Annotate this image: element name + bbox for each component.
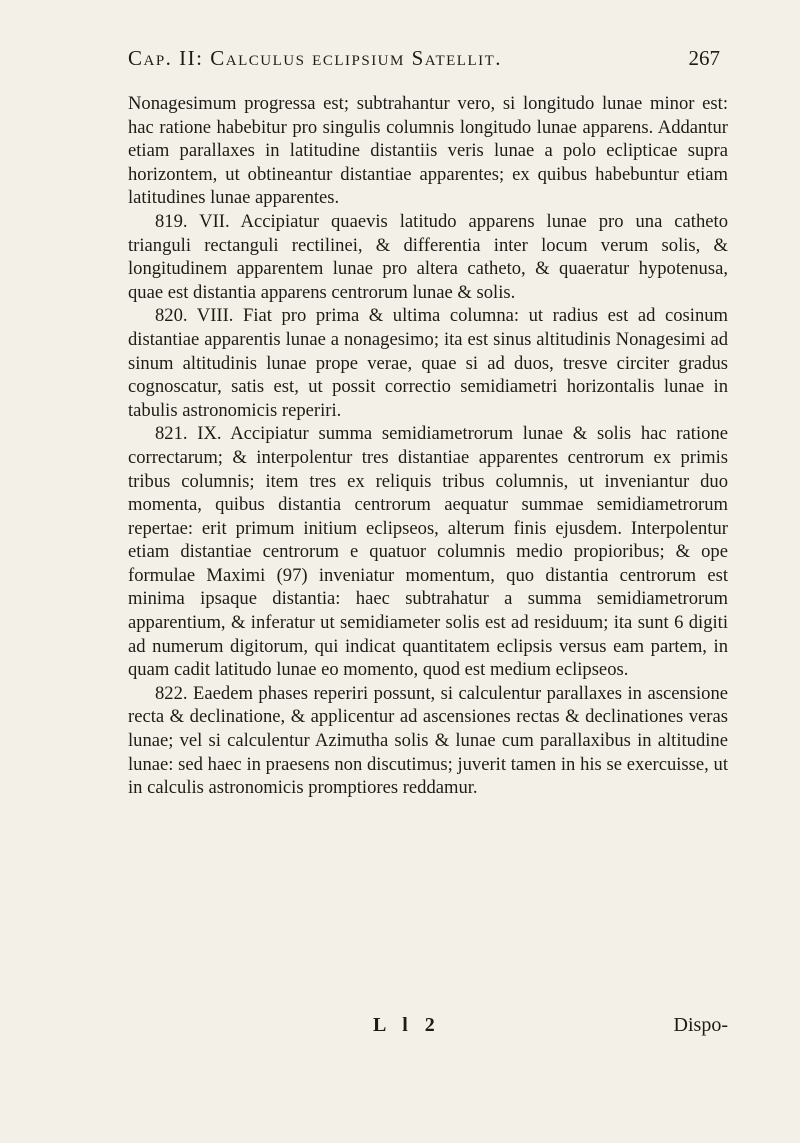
main-text [128,92,728,800]
page-number: 267 [688,46,720,70]
paragraph-818-continued: Nonagesimum progressa est; subtrahantur vero, si longitudo lunae minor est: hac ratione habebitur pro singulis columnis longitudo lunae apparens. Addantur etiam parallaxes in latitudine distantiis veris lunae a polo eclipticae supra horizontem, ut obtineantur distantiae apparentes; ex quibus habebuntur etiam latitudines lunae apparentes. [128,93,728,209]
signature-mark: L l 2 [373,1014,441,1036]
paragraph-820: 820. VIII. Fiat pro prima & ultima columna: ut radius est ad cosinum distantiae apparentis lunae a nonagesimo; ita est sinus altitudinis Nonagesimi ad sinum altitudinis lunae prope verae, quae si ad duos, tresve circiter gradus cognoscatur, satis est, ut possit correctio semidiametri horizontalis lunae in tabulis astronomicis reperiri. [128,305,728,421]
running-title: Cap. II: Calculus eclipsium Satellit. [128,46,503,70]
paragraph-819: 819. VII. Accipiatur quaevis latitudo apparens lunae pro una catheto trianguli rectanguli rectilinei, & differentia inter locum verum solis, & longitudinem apparentem lunae pro altera catheto, & quaeratur hypotenusa, quae est distantia apparens centrorum lunae & solis. [128,210,728,303]
running-header [128,46,720,86]
paragraph-822: 822. Eaedem phases reperiri possunt, si calculentur parallaxes in ascensione recta & declinatione, & applicentur ad ascensiones rectas & declinationes veras lunae; vel si calculentur Azimutha solis & lunae cum parallaxibus in altitudine lunae: sed haec in praesens non discutimus; juverit tamen in his se exercuisse, ut in calculis astronomicis promptiores reddamur. [128,682,728,799]
page-footer [128,1014,728,1044]
catchword: Dispo- [673,1014,728,1036]
paragraph-821: 821. IX. Accipiatur summa semidiametrorum lunae & solis hac ratione correctarum; & interpolentur tres distantiae apparentes centrorum ex primis tribus columnis; item tres ex reliquis tribus columnis, ut inveniantur duo momenta, quibus distantia centrorum aequatur summae semidiametrorum repertae: erit primum initium eclipseos, alterum finis ejusdem. Interpolentur etiam distantiae centrorum e quatuor columnis medio propioribus; & ope formulae Maximi (97) inveniatur momentum, quo distantia centrorum est minima ipsaque distantia: haec subtrahatur a summa semidiametrorum apparentium, & inferatur ut semidiameter solis est ad residuum; ita sunt 6 digiti ad numerum digitorum, qui indicat quantitatem eclipsis versus eam partem, in quam cadit latitudo lunae eo momento, quod est medium eclipseos. [128,423,728,681]
